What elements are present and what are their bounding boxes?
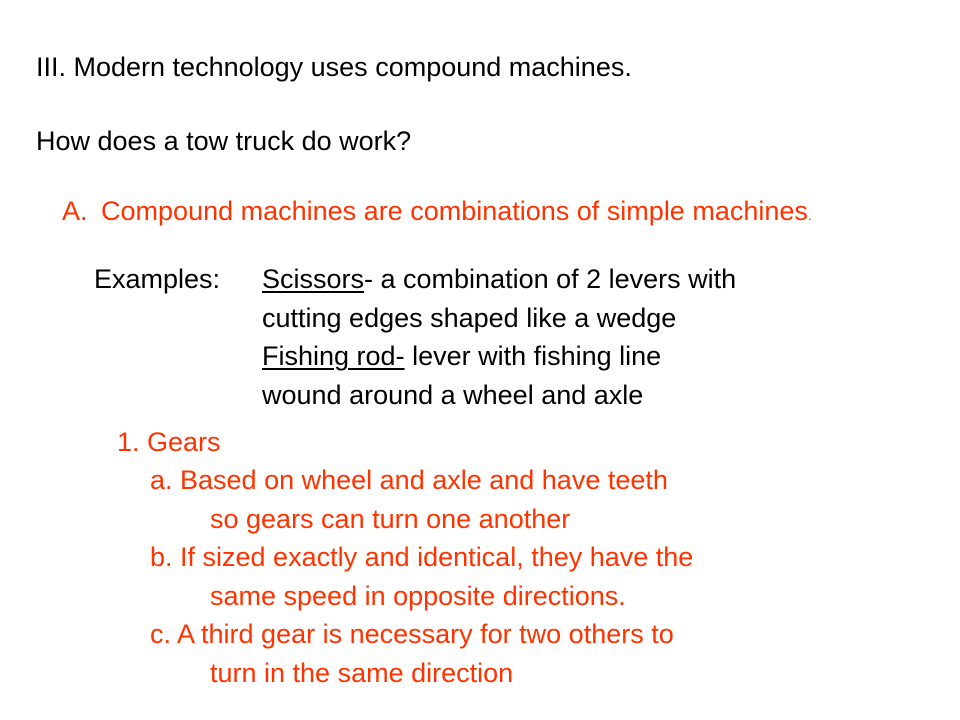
point-a-period: . [807,207,812,223]
gears-item-a-continuation: so gears can turn one another [210,504,571,534]
fishing-rod-line [262,340,661,372]
point-a [62,195,812,231]
scissors-continuation: cutting edges shaped like a wedge [262,303,677,333]
point-a-text: Compound machines are combinations of simple machines [101,196,808,226]
gears-title: 1. Gears [117,427,221,457]
gears-item-b-continuation: same speed in opposite directions. [210,581,626,611]
slide-heading: III. Modern technology uses compound machines. [36,52,632,82]
fishing-rod-continuation: wound around a wheel and axle [262,380,644,410]
examples-label: Examples: [94,264,221,294]
scissors-line [262,263,736,295]
gears-item-a: a. Based on wheel and axle and have teeth [150,465,668,495]
fishing-rod-description: lever with fishing line [404,341,662,371]
scissors-term: Scissors [262,264,365,294]
tow-truck-question: How does a tow truck do work? [36,126,412,156]
gears-item-c: c. A third gear is necessary for two others to [150,619,674,649]
point-a-marker: A. [62,196,88,226]
gears-item-c-continuation: turn in the same direction [210,658,514,688]
scissors-description: - a combination of 2 levers with [364,264,737,294]
gears-item-b: b. If sized exactly and identical, they have the [150,542,694,572]
fishing-rod-term: Fishing rod- [262,341,405,371]
